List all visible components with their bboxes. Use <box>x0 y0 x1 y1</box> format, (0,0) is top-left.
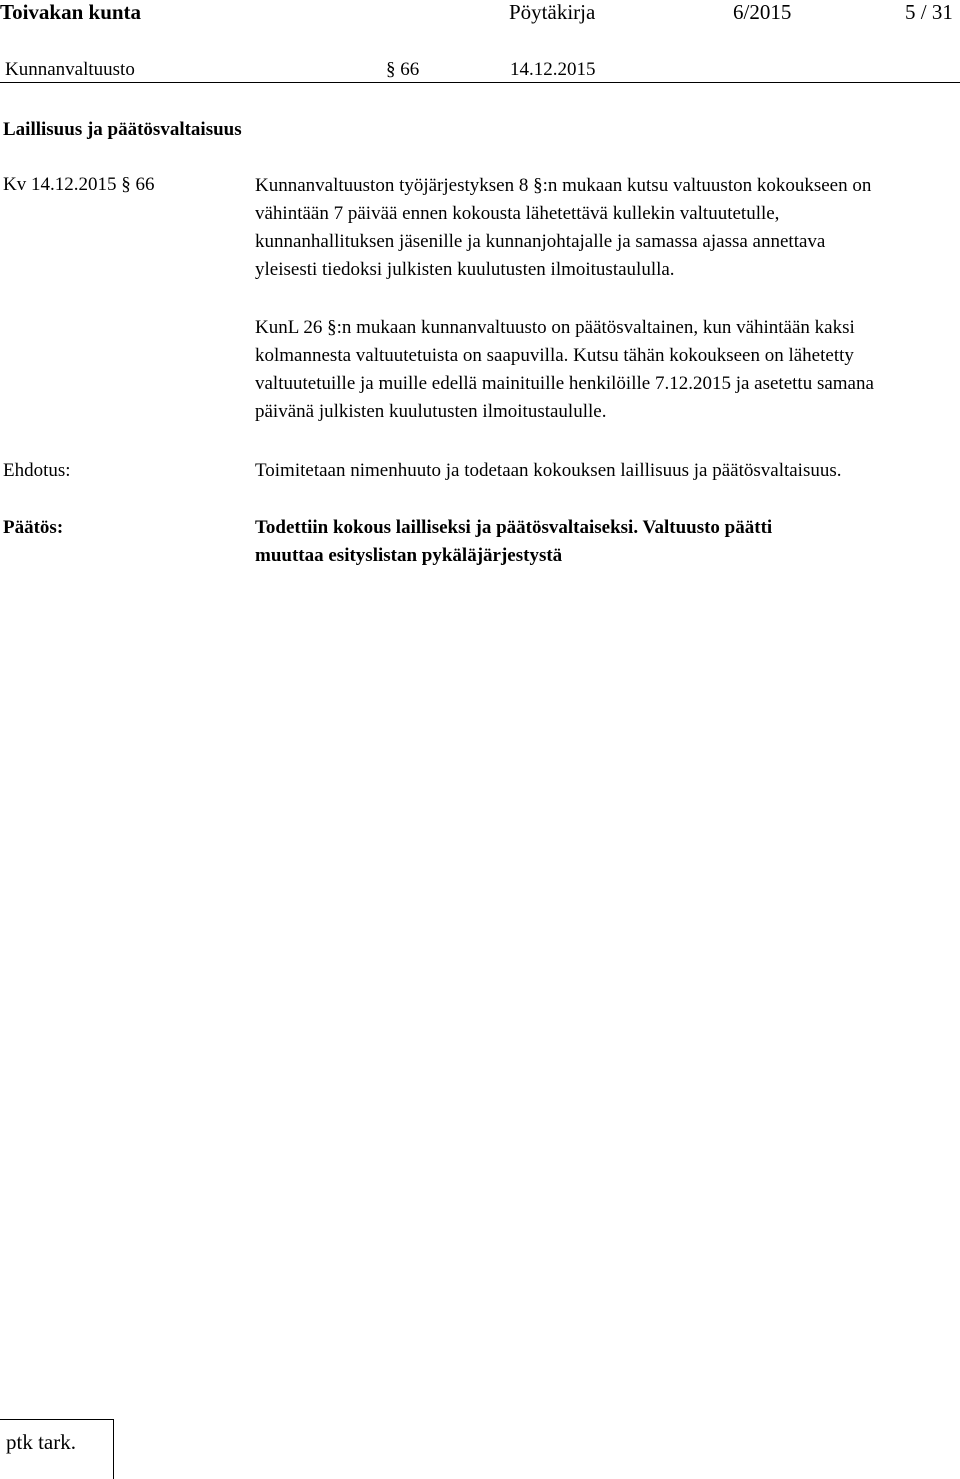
decision-line: Todettiin kokous lailliseksi ja päätösvaltaiseksi. Valtuusto päätti <box>255 517 773 538</box>
document-type: Pöytäkirja <box>509 0 596 24</box>
proposal-label: Ehdotus: <box>3 460 71 481</box>
municipality-name: Toivakan kunta <box>0 0 142 24</box>
paragraph-line: yleisesti tiedoksi julkisten kuulutusten ilmoitustaululla. <box>255 259 675 280</box>
minutes-checker-box <box>0 1419 114 1479</box>
paragraph-line: valtuutetuille ja muille edellä mainituille henkilöille 7.12.2015 ja asetettu samana <box>255 373 874 394</box>
item-reference: Kv 14.12.2015 § 66 <box>3 174 155 195</box>
paragraph-line: kolmannesta valtuutetuista on saapuvilla. Kutsu tähän kokoukseen on lähetetty <box>255 345 854 366</box>
decision-text <box>255 514 955 570</box>
header-divider <box>0 82 960 83</box>
meeting-date: 14.12.2015 <box>510 59 596 80</box>
paragraph-quorum <box>255 314 955 426</box>
proposal-line: Toimitetaan nimenhuuto ja todetaan kokouksen laillisuus ja päätösvaltaisuus. <box>255 460 842 481</box>
meeting-body: Kunnanvaltuusto <box>5 59 135 80</box>
paragraph-line: vähintään 7 päivää ennen kokousta lähetettävä kullekin valtuutetulle, <box>255 203 780 224</box>
paragraph-line: kunnanhallituksen jäsenille ja kunnanjohtajalle ja samassa ajassa annettava <box>255 231 826 252</box>
decision-label: Päätös: <box>3 517 64 538</box>
paragraph-line: Kunnanvaltuuston työjärjestyksen 8 §:n mukaan kutsu valtuuston kokoukseen on <box>255 175 872 196</box>
page-number: 5 / 31 <box>905 0 953 24</box>
document-number: 6/2015 <box>733 0 792 24</box>
item-title: Laillisuus ja päätösvaltaisuus <box>3 119 242 140</box>
paragraph-line: KunL 26 §:n mukaan kunnanvaltuusto on päätösvaltainen, kun vähintään kaksi <box>255 317 855 338</box>
decision-line: muuttaa esityslistan pykäläjärjestystä <box>255 545 563 566</box>
minutes-checker-label: ptk tark. <box>6 1430 76 1454</box>
paragraph-rules <box>255 172 955 284</box>
section-number: § 66 <box>386 59 420 80</box>
paragraph-line: päivänä julkisten kuulutusten ilmoitustaululle. <box>255 401 607 422</box>
proposal-text <box>255 457 955 485</box>
